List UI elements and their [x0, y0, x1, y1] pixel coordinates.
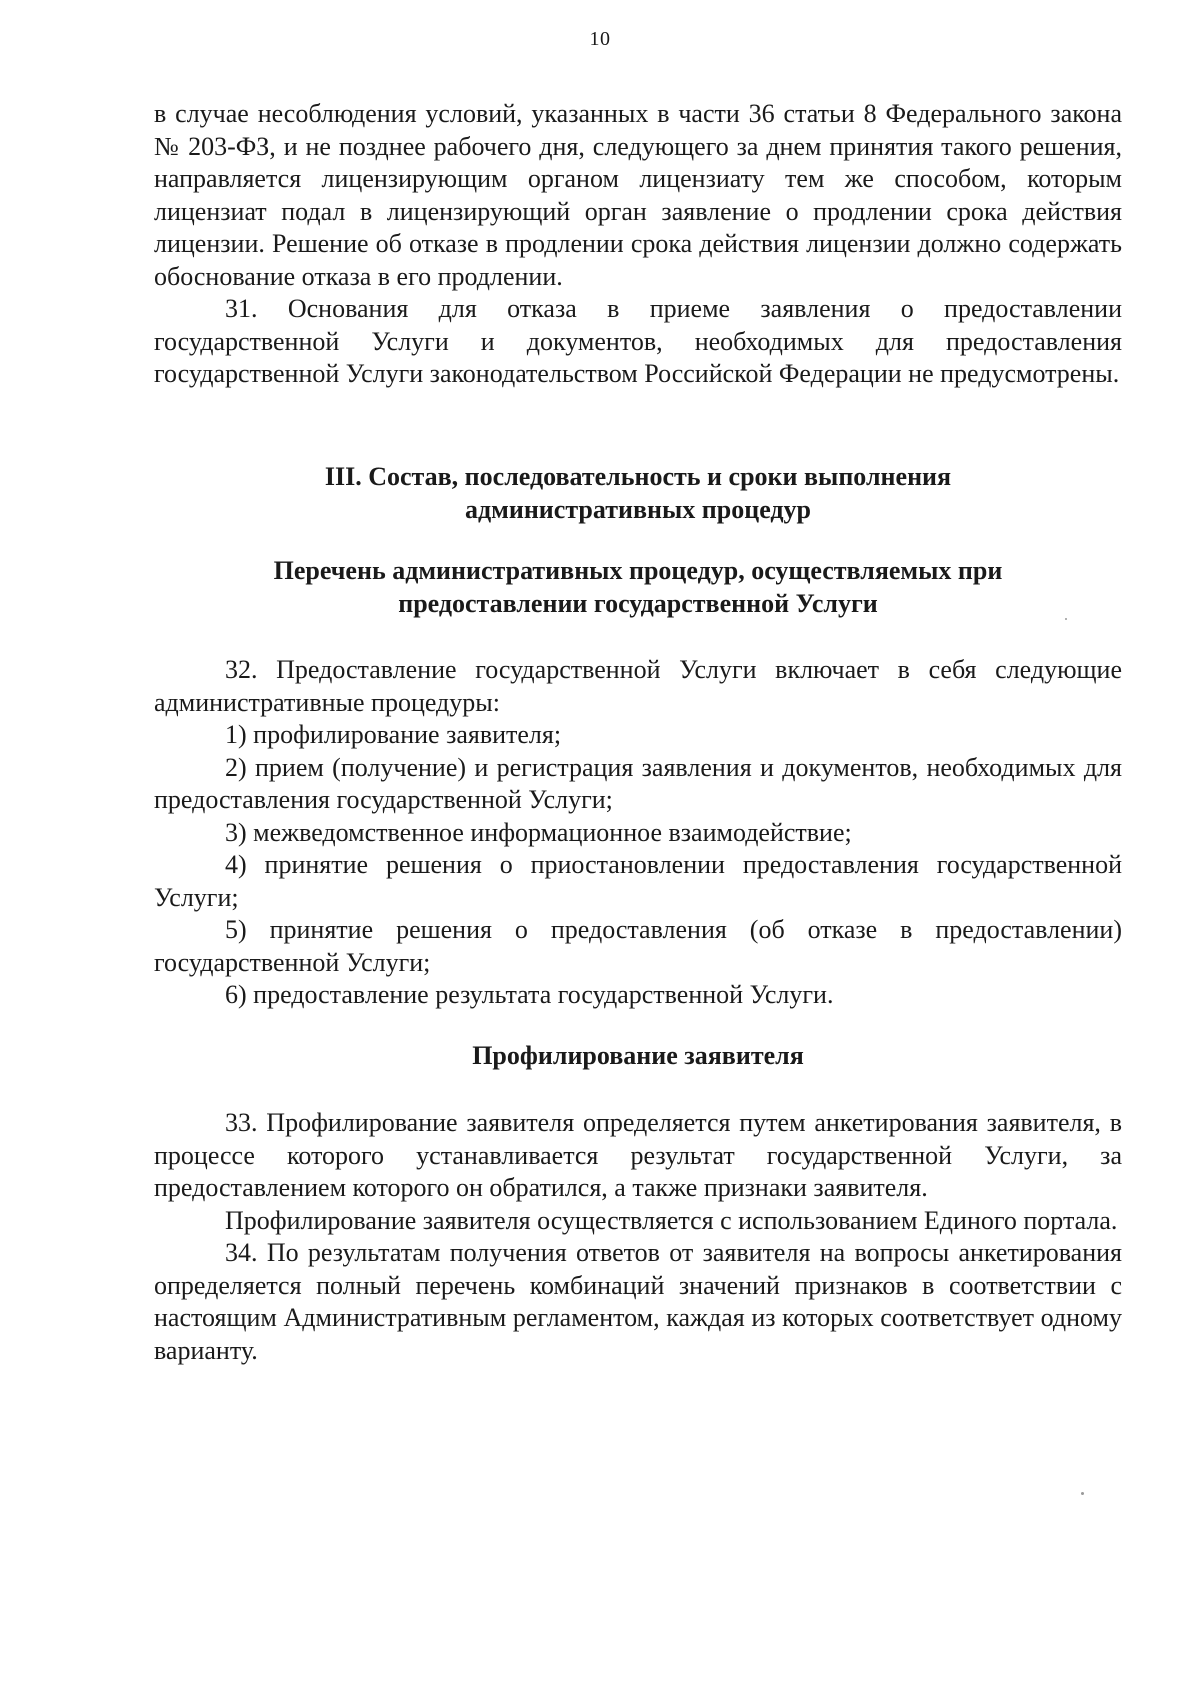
section-heading-line-2: административных процедур	[464, 494, 812, 524]
text-block-procedures	[154, 654, 1122, 1012]
profile-heading-text: Профилирование заявителя	[472, 1041, 804, 1070]
subsection-heading	[154, 555, 1122, 620]
scan-speck	[1081, 1492, 1084, 1495]
paragraph-32: 32. Предоставление государственной Услуги включает в себя следующие административные процедуры:	[154, 655, 1122, 717]
list-item: 1) профилирование заявителя;	[225, 720, 562, 749]
list-item: 3) межведомственное информационное взаимодействие;	[225, 817, 852, 847]
text-block-profile	[154, 1107, 1122, 1367]
subsection-heading-line-2: предоставлении государственной Услуги	[398, 588, 878, 618]
text-block-top	[154, 98, 1122, 391]
paragraph-33-continued: Профилирование заявителя осуществляется с использованием Единого портала.	[225, 1205, 1118, 1235]
profile-heading	[154, 1040, 1122, 1073]
paragraph-33: 33. Профилирование заявителя определяется путем анкетирования заявителя, в процессе которого устанавливается результат государственной Услуги, за предоставлением которого он обратился, а также признаки заявителя.	[154, 1108, 1122, 1202]
scan-speck	[1065, 618, 1067, 620]
list-item: 6) предоставление результата государственной Услуги.	[225, 980, 834, 1009]
paragraph-31: 31. Основания для отказа в приеме заявления о предоставлении государственной Услуги и документов, необходимых для предоставления государственной Услуги законодательством Российской Федерации не предусмотрены.	[154, 294, 1122, 388]
subsection-heading-line-1: Перечень административных процедур, осуществляемых при	[273, 556, 1003, 585]
list-item: 2) прием (получение) и регистрация заявления и документов, необходимых для предоставления государственной Услуги;	[154, 752, 1122, 814]
list-item: 5) принятие решения о предоставления (об отказе в предоставлении) государственной Услуги;	[154, 915, 1122, 977]
section-heading	[154, 461, 1122, 526]
paragraph-continuation: в случае несоблюдения условий, указанных в части 36 статьи 8 Федерального закона № 203-ФЗ, и не позднее рабочего дня, следующего за днем принятия такого решения, направляется лицензирующим органом лицензиату тем же способом, которым лицензиат подал в лицензирующий орган заявление о продлении срока действия лицензии. Решение об отказе в продлении срока действия лицензии должно содержать обоснование отказа в его продлении.	[154, 99, 1122, 291]
page-number: 10	[589, 28, 611, 50]
section-heading-line-1: III. Состав, последовательность и сроки выполнения	[324, 462, 952, 491]
paragraph-34: 34. По результатам получения ответов от заявителя на вопросы анкетирования определяется полный перечень комбинаций значений признаков в соответствии с настоящим Административным регламентом, каждая из которых соответствует одному варианту.	[154, 1238, 1122, 1365]
list-item: 4) принятие решения о приостановлении предоставления государственной Услуги;	[154, 850, 1122, 912]
